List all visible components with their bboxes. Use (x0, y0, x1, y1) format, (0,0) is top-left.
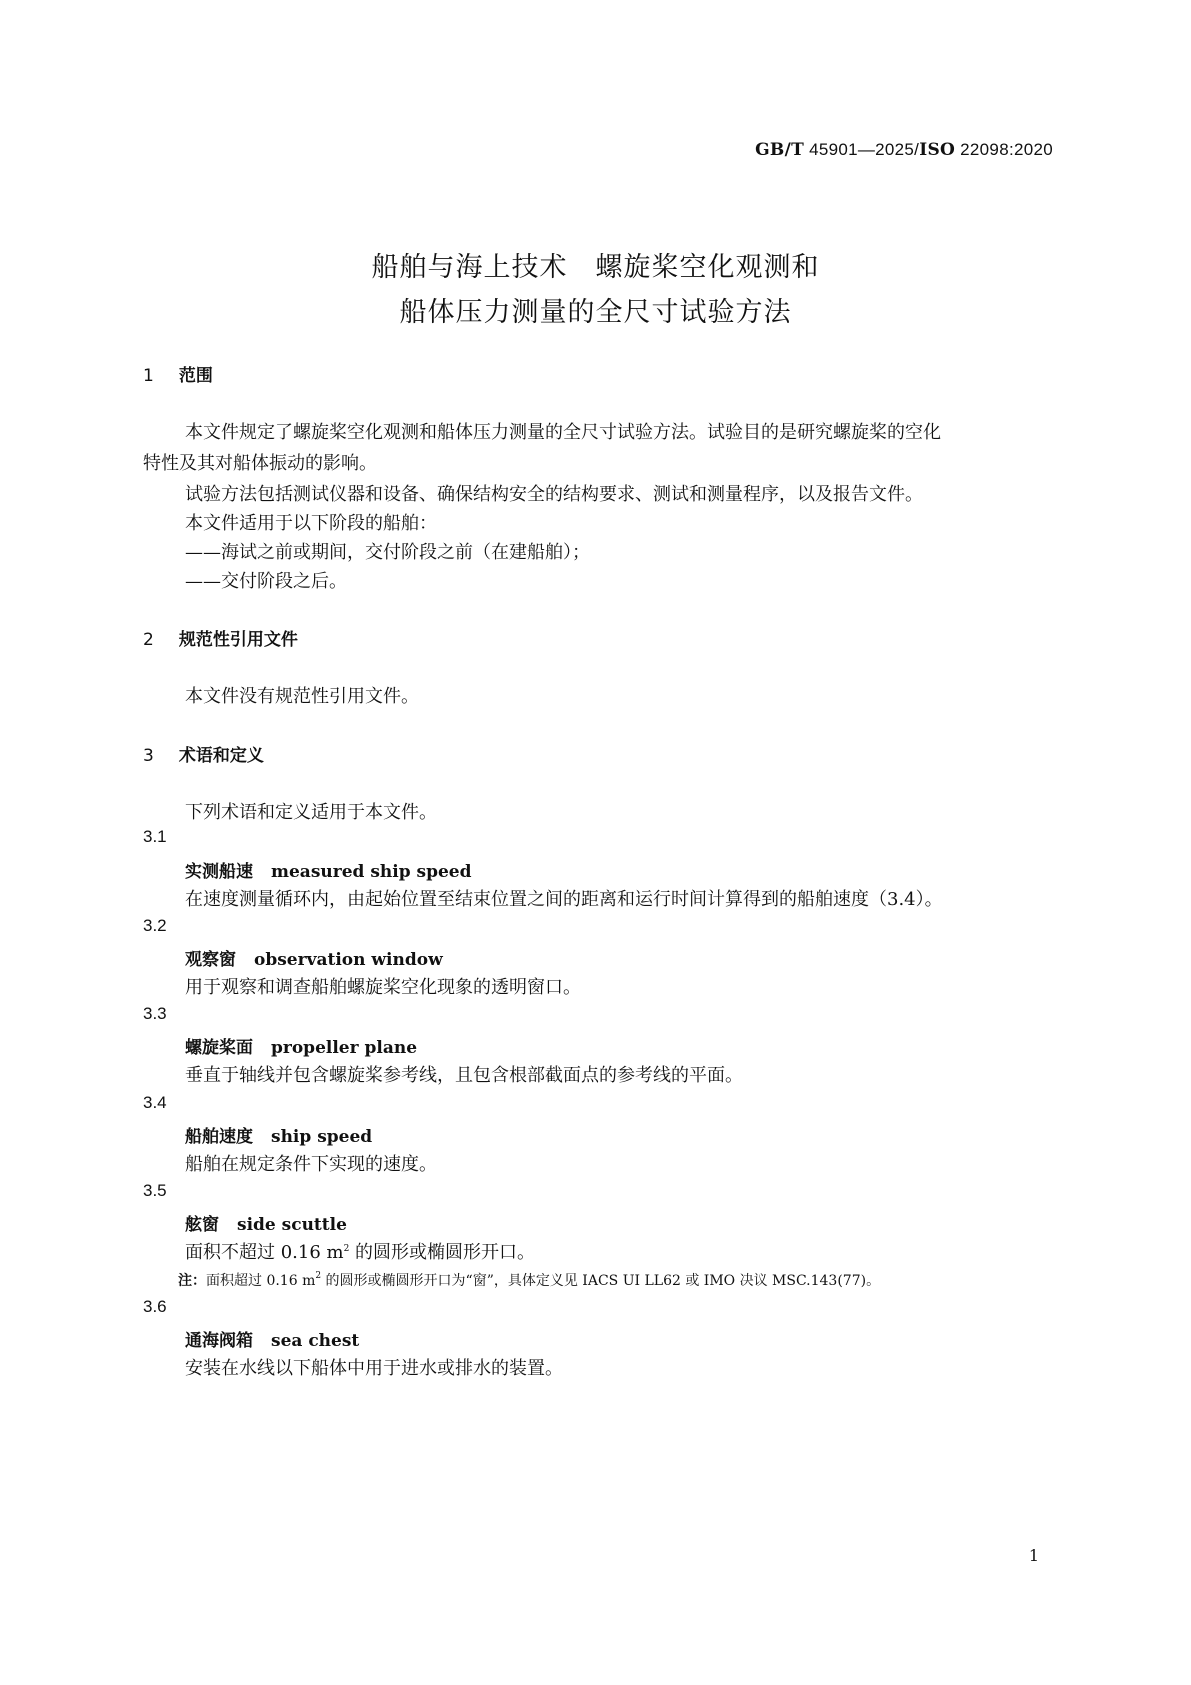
section-heading-normative (143, 625, 298, 650)
scope-list-item: ——海试之前或期间，交付阶段之前（在建船舶）； (185, 542, 590, 563)
term-definition: 垂直于轴线并包含螺旋桨参考线，且包含根部截面点的参考线的平面。 (185, 1065, 743, 1086)
std-number: 45901—2025/ (809, 140, 920, 159)
scope-list-item: ——交付阶段之后。 (185, 571, 347, 592)
section-number: 1 (143, 366, 154, 386)
std-prefix: GB/T (755, 140, 805, 160)
term-number: 3.4 (143, 1093, 167, 1112)
term-zh: 通海阀箱 (185, 1331, 253, 1351)
term-number: 3.5 (143, 1181, 167, 1200)
term-number: 3.2 (143, 916, 167, 935)
term-definition: 安装在水线以下船体中用于进水或排水的装置。 (185, 1358, 563, 1379)
iso-prefix: ISO (919, 140, 956, 160)
document-title-line1: 船舶与海上技术 螺旋桨空化观测和 (371, 252, 820, 283)
note-label: 注： (178, 1273, 206, 1289)
superscript: 2 (315, 1271, 322, 1281)
term-definition: 用于观察和调查船舶螺旋桨空化现象的透明窗口。 (185, 977, 581, 998)
section-heading-scope (143, 361, 213, 386)
section-title: 规范性引用文件 (178, 630, 298, 650)
term-en: propeller plane (271, 1038, 418, 1058)
term-en: side scuttle (237, 1215, 347, 1235)
definition-text: 面积不超过 0.16 m (185, 1242, 344, 1263)
term-en: measured ship speed (271, 862, 472, 882)
term-entry (185, 945, 443, 970)
term-entry (185, 1210, 347, 1235)
definition-text: 的圆形或椭圆形开口。 (349, 1242, 536, 1263)
term-en: sea chest (271, 1331, 360, 1351)
term-note (178, 1270, 880, 1290)
normative-paragraph: 本文件没有规范性引用文件。 (185, 686, 419, 707)
term-number: 3.3 (143, 1004, 167, 1023)
standard-code (755, 140, 1053, 160)
term-entry (185, 1122, 372, 1147)
term-zh: 观察窗 (185, 950, 236, 970)
term-definition (185, 1238, 535, 1264)
note-text: 的圆形或椭圆形开口为“窗”，具体定义见 IACS UI LL62 或 IMO 决议 MSC.143(77)。 (321, 1273, 881, 1289)
page-number: 1 (1028, 1546, 1039, 1565)
term-en: observation window (254, 950, 443, 970)
term-en: ship speed (271, 1127, 373, 1147)
note-text: 面积超过 0.16 m (206, 1273, 316, 1289)
term-zh: 螺旋桨面 (185, 1038, 253, 1058)
scope-paragraph-1-line2: 特性及其对船体振动的影响。 (143, 453, 377, 474)
term-definition: 在速度测量循环内，由起始位置至结束位置之间的距离和运行时间计算得到的船舶速度（3.4）。 (185, 889, 943, 910)
iso-number: 22098:2020 (960, 140, 1053, 159)
superscript: 2 (343, 1244, 350, 1254)
document-title-line2: 船体压力测量的全尺寸试验方法 (399, 297, 792, 328)
section-heading-terms (143, 741, 264, 766)
scope-paragraph-3: 本文件适用于以下阶段的船舶： (185, 513, 437, 534)
term-number: 3.6 (143, 1297, 167, 1316)
term-entry (185, 857, 472, 882)
terms-intro: 下列术语和定义适用于本文件。 (185, 802, 437, 823)
term-zh: 实测船速 (185, 862, 253, 882)
scope-paragraph-2: 试验方法包括测试仪器和设备、确保结构安全的结构要求、测试和测量程序，以及报告文件。 (185, 484, 923, 505)
term-zh: 船舶速度 (185, 1127, 253, 1147)
term-zh: 舷窗 (185, 1215, 219, 1235)
section-number: 2 (143, 630, 154, 650)
scope-paragraph-1-line1: 本文件规定了螺旋桨空化观测和船体压力测量的全尺寸试验方法。试验目的是研究螺旋桨的空化 (185, 422, 941, 443)
term-entry (185, 1326, 359, 1351)
section-title: 术语和定义 (178, 746, 264, 766)
term-entry (185, 1033, 417, 1058)
term-number: 3.1 (143, 827, 167, 846)
section-title: 范围 (178, 366, 213, 386)
term-definition: 船舶在规定条件下实现的速度。 (185, 1154, 437, 1175)
section-number: 3 (143, 746, 154, 766)
